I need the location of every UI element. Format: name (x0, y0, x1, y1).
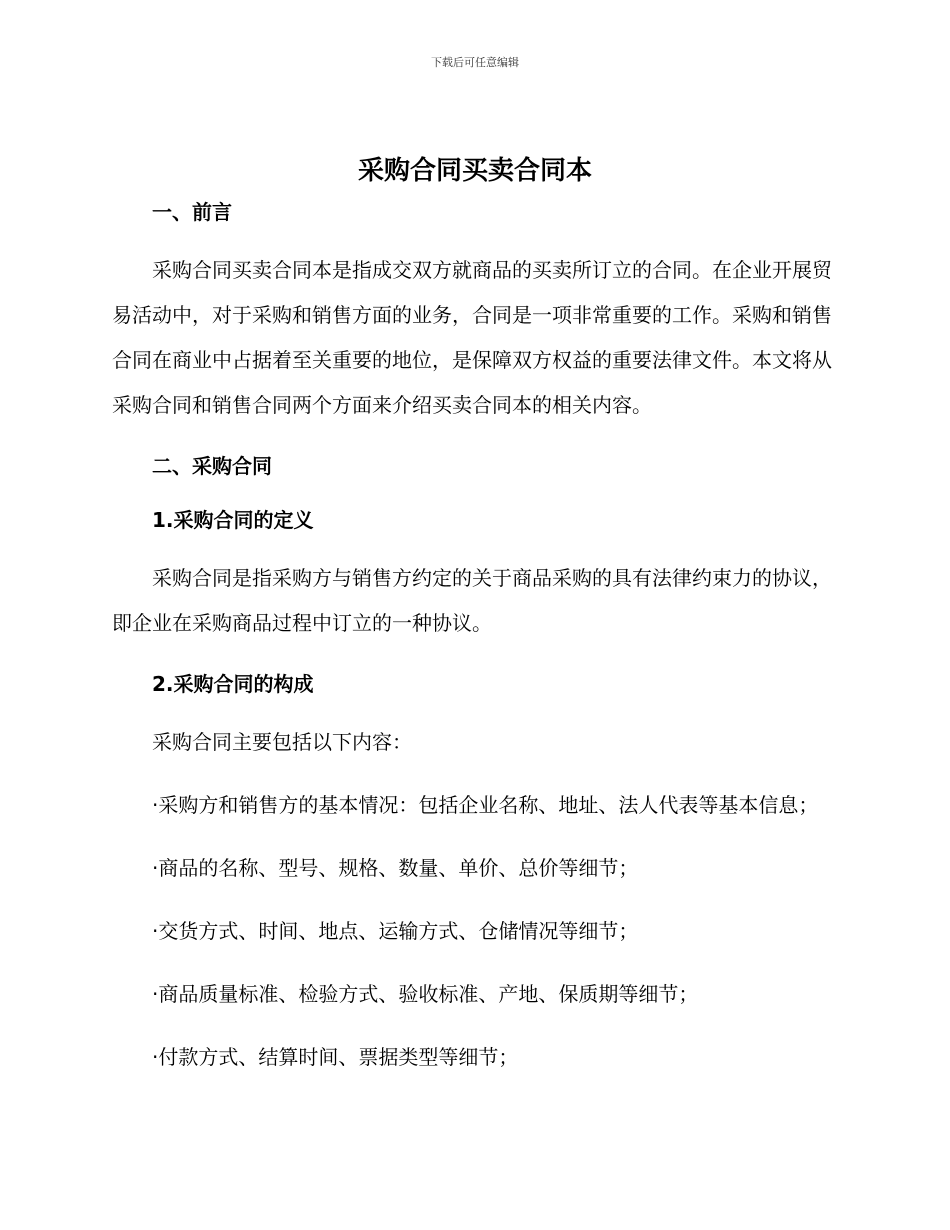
definition-paragraph: 采购合同是指采购方与销售方约定的关于商品采购的具有法律约束力的协议，即企业在采购商品过程中订立的一种协议。 (112, 566, 832, 635)
intro-paragraph: 采购合同买卖合同本是指成交双方就商品的买卖所订立的合同。在企业开展贸易活动中，对于采购和销售方面的业务，合同是一项非常重要的工作。采购和销售合同在商业中占据着至关重要的地位，是保障双方权益的重要法律文件。本文将从采购合同和销售合同两个方面来介绍买卖合同本的相关内容。 (112, 258, 832, 417)
document-body (112, 194, 832, 1080)
subsection-heading-definition: 1.采购合同的定义 (152, 508, 314, 532)
document-title: 采购合同买卖合同本 (357, 156, 592, 186)
list-item: ·商品的名称、型号、规格、数量、单价、总价等细节； (152, 856, 639, 880)
list-item: ·采购方和销售方的基本情况：包括企业名称、地址、法人代表等基本信息； (152, 793, 819, 817)
section-heading-purchase: 二、采购合同 (152, 454, 272, 478)
list-item: ·付款方式、结算时间、票据类型等细节； (152, 1045, 519, 1069)
list-item: ·商品质量标准、检验方式、验收标准、产地、保质期等细节； (152, 982, 699, 1006)
header-note: 下载后可任意编辑 (431, 56, 519, 69)
list-item: ·交货方式、时间、地点、运输方式、仓储情况等细节； (152, 919, 639, 943)
composition-intro: 采购合同主要包括以下内容： (152, 730, 412, 754)
section-heading-intro: 一、前言 (152, 200, 232, 224)
subsection-heading-composition: 2.采购合同的构成 (152, 672, 314, 696)
